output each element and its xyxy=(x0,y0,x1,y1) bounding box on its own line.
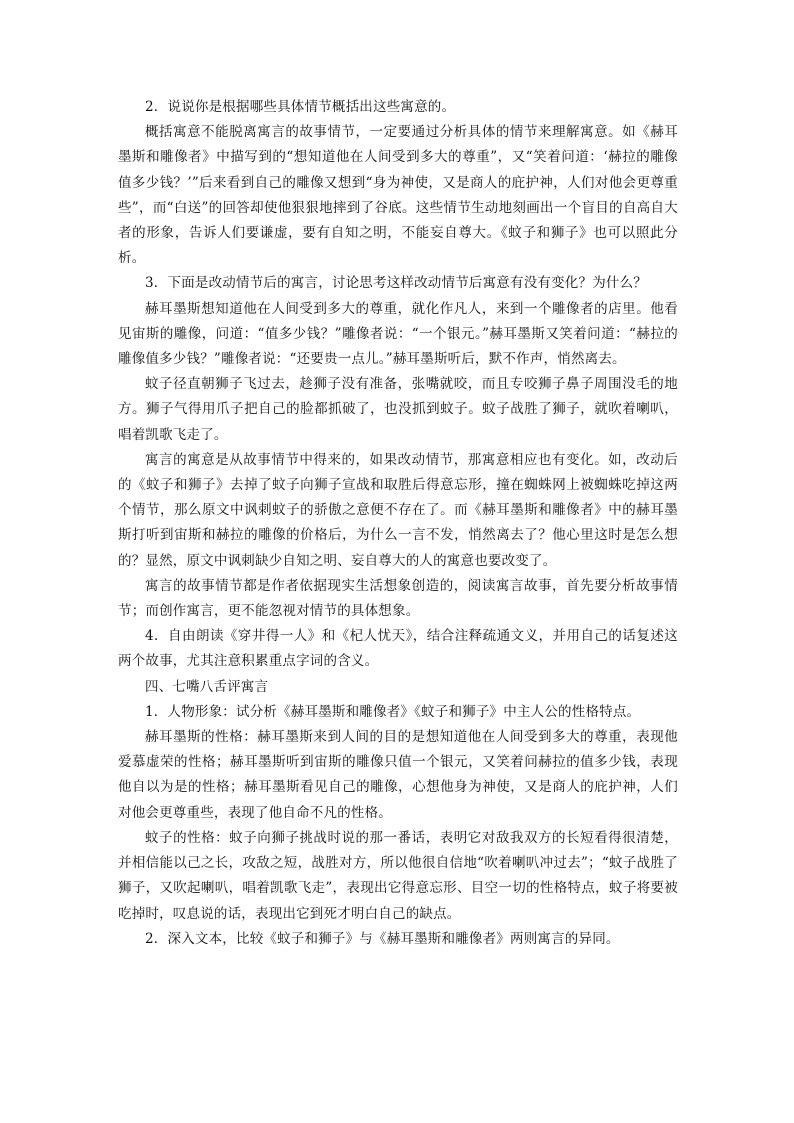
document-page xyxy=(118,95,678,952)
question-compare: 2．深入文本，比较《蚊子和狮子》与《赫耳墨斯和雕像者》两则寓言的异同。 xyxy=(145,930,620,947)
hermes-character: 赫耳墨斯的性格：赫耳墨斯来到人间的目的是想知道他在人间受到多大的尊重，表现他爱慕虚荣的性格；赫耳墨斯听到宙斯的雕像只值一个银元，又笑着问赫拉的值多少钱，表现他自以为是的性格；赫耳墨斯看见自己的雕像，心想他身为神使，又是商人的庇护神，人们对他会更尊重些，表现了他自命不凡的性格。 xyxy=(118,729,678,821)
answer-3-conclusion: 寓言的故事情节都是作者依据现实生活想象创造的，阅读寓言故事，首先要分析故事情节；而创作寓言，更不能忽视对情节的具体想象。 xyxy=(118,577,678,620)
section-heading-4: 四、七嘴八舌评寓言 xyxy=(145,678,269,695)
answer-3: 寓言的寓意是从故事情节中得来的，如果改动情节，那寓意相应也有变化。如，改动后的《蚊子和狮子》去掉了蚊子向狮子宣战和取胜后得意忘形，撞在蜘蛛网上被蜘蛛吃掉这两个情节，那么原文中讽刺蚊子的骄傲之意便不存在了。而《赫耳墨斯和雕像者》中的赫耳墨斯打听到宙斯和赫拉的雕像的价格后，为什么一言不发，悄然离去了？他心里这时是怎么想的？显然，原文中讽刺缺少自知之明、妄自尊大的人的寓意也要改变了。 xyxy=(118,451,678,569)
question-4: 4．自由朗读《穿井得一人》和《杞人忧天》，结合注释疏通文义，并用自己的话复述这两个故事，尤其注意积累重点字词的含义。 xyxy=(118,628,678,670)
modified-fable-mosquito: 蚊子径直朝狮子飞过去，趁狮子没有准备，张嘴就咬，而且专咬狮子鼻子周围没毛的地方。狮子气得用爪子把自己的脸都抓破了，也没抓到蚊子。蚊子战胜了狮子，就吹着喇叭，唱着凯歌飞走了。 xyxy=(118,376,678,443)
question-character: 1．人物形象：试分析《赫耳墨斯和雕像者》《蚊子和狮子》中主人公的性格特点。 xyxy=(145,703,641,720)
answer-2: 概括寓意不能脱离寓言的故事情节，一定要通过分析具体的情节来理解寓意。如《赫耳墨斯和雕像者》中描写到的“想知道他在人间受到多大的尊重”，又“笑着问道：‘赫拉的雕像值多少钱？’”后来看到自己的雕像又想到“身为神使，又是商人的庇护神，人们对他会更尊重些”，而“白送”的回答却使他狠狠地摔到了谷底。这些情节生动地刻画出一个盲目的自高自大者的形象，告诉人们要谦虚，要有自知之明，不能妄自尊大。《蚊子和狮子》也可以照此分析。 xyxy=(118,124,678,267)
question-2: 2．说说你是根据哪些具体情节概括出这些寓意的。 xyxy=(145,99,456,115)
modified-fable-hermes: 赫耳墨斯想知道他在人间受到多大的尊重，就化作凡人，来到一个雕像者的店里。他看见宙斯的雕像，问道：“值多少钱？”雕像者说：“一个银元。”赫耳墨斯又笑着问道：“赫拉的雕像值多少钱？”雕像者说：“还要贵一点儿。”赫耳墨斯听后，默不作声，悄然离去。 xyxy=(118,300,678,368)
question-3: 3．下面是改动情节后的寓言，讨论思考这样改动情节后寓意有没有变化？为什么？ xyxy=(145,275,647,292)
mosquito-character: 蚊子的性格：蚊子向狮子挑战时说的那一番话，表明它对敌我双方的长短看得很清楚，并相信能以己之长，攻敌之短，战胜对方，所以他很自信地“吹着喇叭冲过去”；“蚊子战胜了狮子，又吹起喇叭，唱着凯歌飞走”，表现出它得意忘形、目空一切的性格特点，蚊子将要被吃掉时，叹息说的话，表现出它到死才明白自己的缺点。 xyxy=(118,829,678,922)
